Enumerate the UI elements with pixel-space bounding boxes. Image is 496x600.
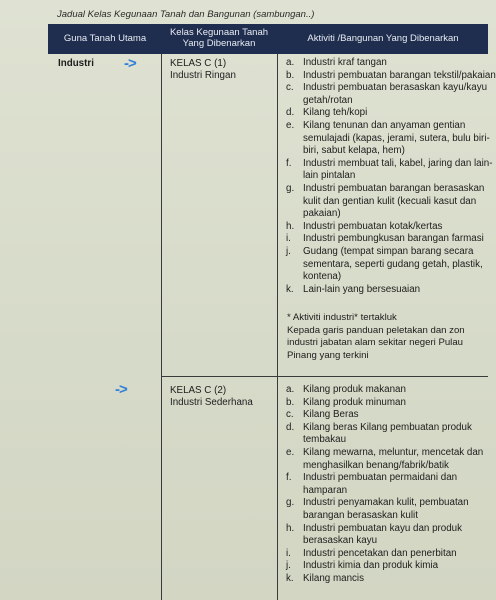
activity-item — [286, 548, 496, 561]
activity-item — [286, 246, 496, 284]
item-text: Industri pembuatan barangan berasaskan kulit dan gentian kulit (kecuali kasut dan pakaian) — [303, 182, 485, 220]
item-marker: j. — [286, 560, 291, 572]
item-text: Kilang mancis — [303, 572, 364, 584]
activity-item — [286, 233, 496, 246]
item-text: Kilang produk minuman — [303, 396, 406, 408]
kelas-c1-activity-list — [286, 57, 496, 296]
note-asterisk: * Aktiviti industri* tertakluk — [287, 312, 397, 323]
table-header — [48, 24, 488, 54]
item-text: Kilang teh/kopi — [303, 107, 368, 119]
activity-item — [286, 284, 496, 297]
activity-item — [286, 523, 496, 548]
activity-item — [286, 409, 496, 422]
header-kelas-kegunaan: Kelas Kegunaan Tanah Yang Dibenarkan — [169, 27, 269, 49]
item-marker: j. — [286, 245, 291, 257]
item-marker: c. — [286, 409, 294, 421]
item-text: Industri membuat tali, kabel, jaring dan lain-lain pintalan — [303, 157, 493, 182]
item-marker: k. — [286, 283, 294, 295]
guna-tanah-industri: Industri — [58, 58, 94, 69]
item-marker: f. — [286, 472, 292, 484]
item-text: Lain-lain yang bersesuaian — [303, 283, 421, 295]
arrow-marker-2: -> — [115, 381, 127, 398]
kelas-c2-activity-list — [286, 384, 496, 586]
item-marker: d. — [286, 107, 295, 119]
item-marker: a. — [286, 57, 295, 68]
item-marker: g. — [286, 497, 295, 509]
item-text: Kilang tenunan dan anyaman gentian semulajadi (kapas, jerami, sutera, bulu biri-biri, sabut kelapa, hem) — [303, 119, 490, 157]
item-text: Kilang beras Kilang pembuatan produk tembakau — [303, 421, 472, 446]
row-divider — [161, 376, 488, 377]
item-marker: c. — [286, 82, 294, 94]
column-divider-1 — [161, 54, 162, 600]
item-text: Industri pembungkusan barangan farmasi — [303, 233, 484, 245]
item-text: Gudang (tempat simpan barang secara sementara, seperti gudang getah, plastik, kontena) — [303, 245, 483, 283]
kelas-c2 — [170, 385, 253, 409]
kelas-c2-name: Industri Sederhana — [170, 396, 253, 408]
kelas-c1-code: KELAS C (1) — [170, 58, 227, 69]
item-marker: a. — [286, 384, 295, 395]
item-text: Industri pembuatan kayu dan produk berasaskan kayu — [303, 522, 463, 547]
header-aktiviti: Aktiviti /Bangunan Yang Dibenarkan — [307, 32, 459, 44]
activity-item — [286, 472, 496, 497]
item-text: Industri kraf tangan — [303, 57, 387, 68]
item-text: Industri penyamakan kulit, pembuatan barangan berasaskan kulit — [303, 497, 469, 521]
item-marker: k. — [286, 572, 294, 584]
item-text: Industri pembuatan permaidani dan hamparan — [303, 472, 458, 496]
activity-item — [286, 397, 496, 410]
activity-item — [286, 107, 496, 120]
kelas-c1-note — [287, 312, 487, 362]
item-marker: e. — [286, 446, 295, 458]
item-text: Industri pencetakan dan penerbitan — [303, 547, 457, 559]
activity-item — [286, 447, 496, 472]
arrow-marker-1: -> — [124, 55, 136, 72]
item-text: Industri pembuatan berasaskan kayu/kayu getah/rotan — [303, 82, 488, 106]
item-marker: b. — [286, 69, 295, 81]
activity-item — [286, 422, 496, 447]
kelas-c1-name: Industri Ringan — [170, 69, 236, 81]
column-divider-2 — [277, 54, 278, 600]
item-marker: e. — [286, 119, 295, 131]
kelas-c2-code: KELAS C (2) — [170, 385, 227, 396]
item-marker: f. — [286, 157, 292, 169]
activity-item — [286, 221, 496, 234]
activity-item — [286, 82, 496, 107]
item-text: Industri pembuatan kotak/kertas — [303, 220, 443, 232]
activity-item — [286, 57, 496, 70]
item-marker: g. — [286, 182, 295, 194]
item-marker: i. — [286, 547, 291, 559]
item-marker: h. — [286, 220, 295, 232]
activity-item — [286, 384, 496, 397]
item-marker: i. — [286, 233, 291, 245]
header-guna-tanah: Guna Tanah Utama — [63, 32, 147, 44]
activity-item — [286, 158, 496, 183]
activity-item — [286, 183, 496, 221]
kelas-c1 — [170, 58, 236, 82]
item-marker: h. — [286, 522, 295, 534]
item-marker: d. — [286, 421, 295, 433]
item-marker: b. — [286, 396, 295, 408]
item-text: Industri pembuatan barangan tekstil/pakaian — [303, 69, 496, 81]
activity-item — [286, 560, 496, 573]
activity-item — [286, 120, 496, 158]
item-text: Kilang produk makanan — [303, 384, 406, 395]
table-caption: Jadual Kelas Kegunaan Tanah dan Bangunan (sambungan..) — [57, 9, 315, 20]
activity-item — [286, 497, 496, 522]
item-text: Industri kimia dan produk kimia — [303, 560, 439, 572]
item-text: Kilang Beras — [303, 409, 359, 421]
note-guideline: Kepada garis panduan peletakan dan zon industri jabatan alam sekitar negeri Pulau Pinang yang terkini — [287, 324, 465, 361]
item-text: Kilang mewarna, meluntur, mencetak dan menghasilkan benang/fabrik/batik — [303, 446, 484, 471]
activity-item — [286, 70, 496, 83]
activity-item — [286, 573, 496, 586]
